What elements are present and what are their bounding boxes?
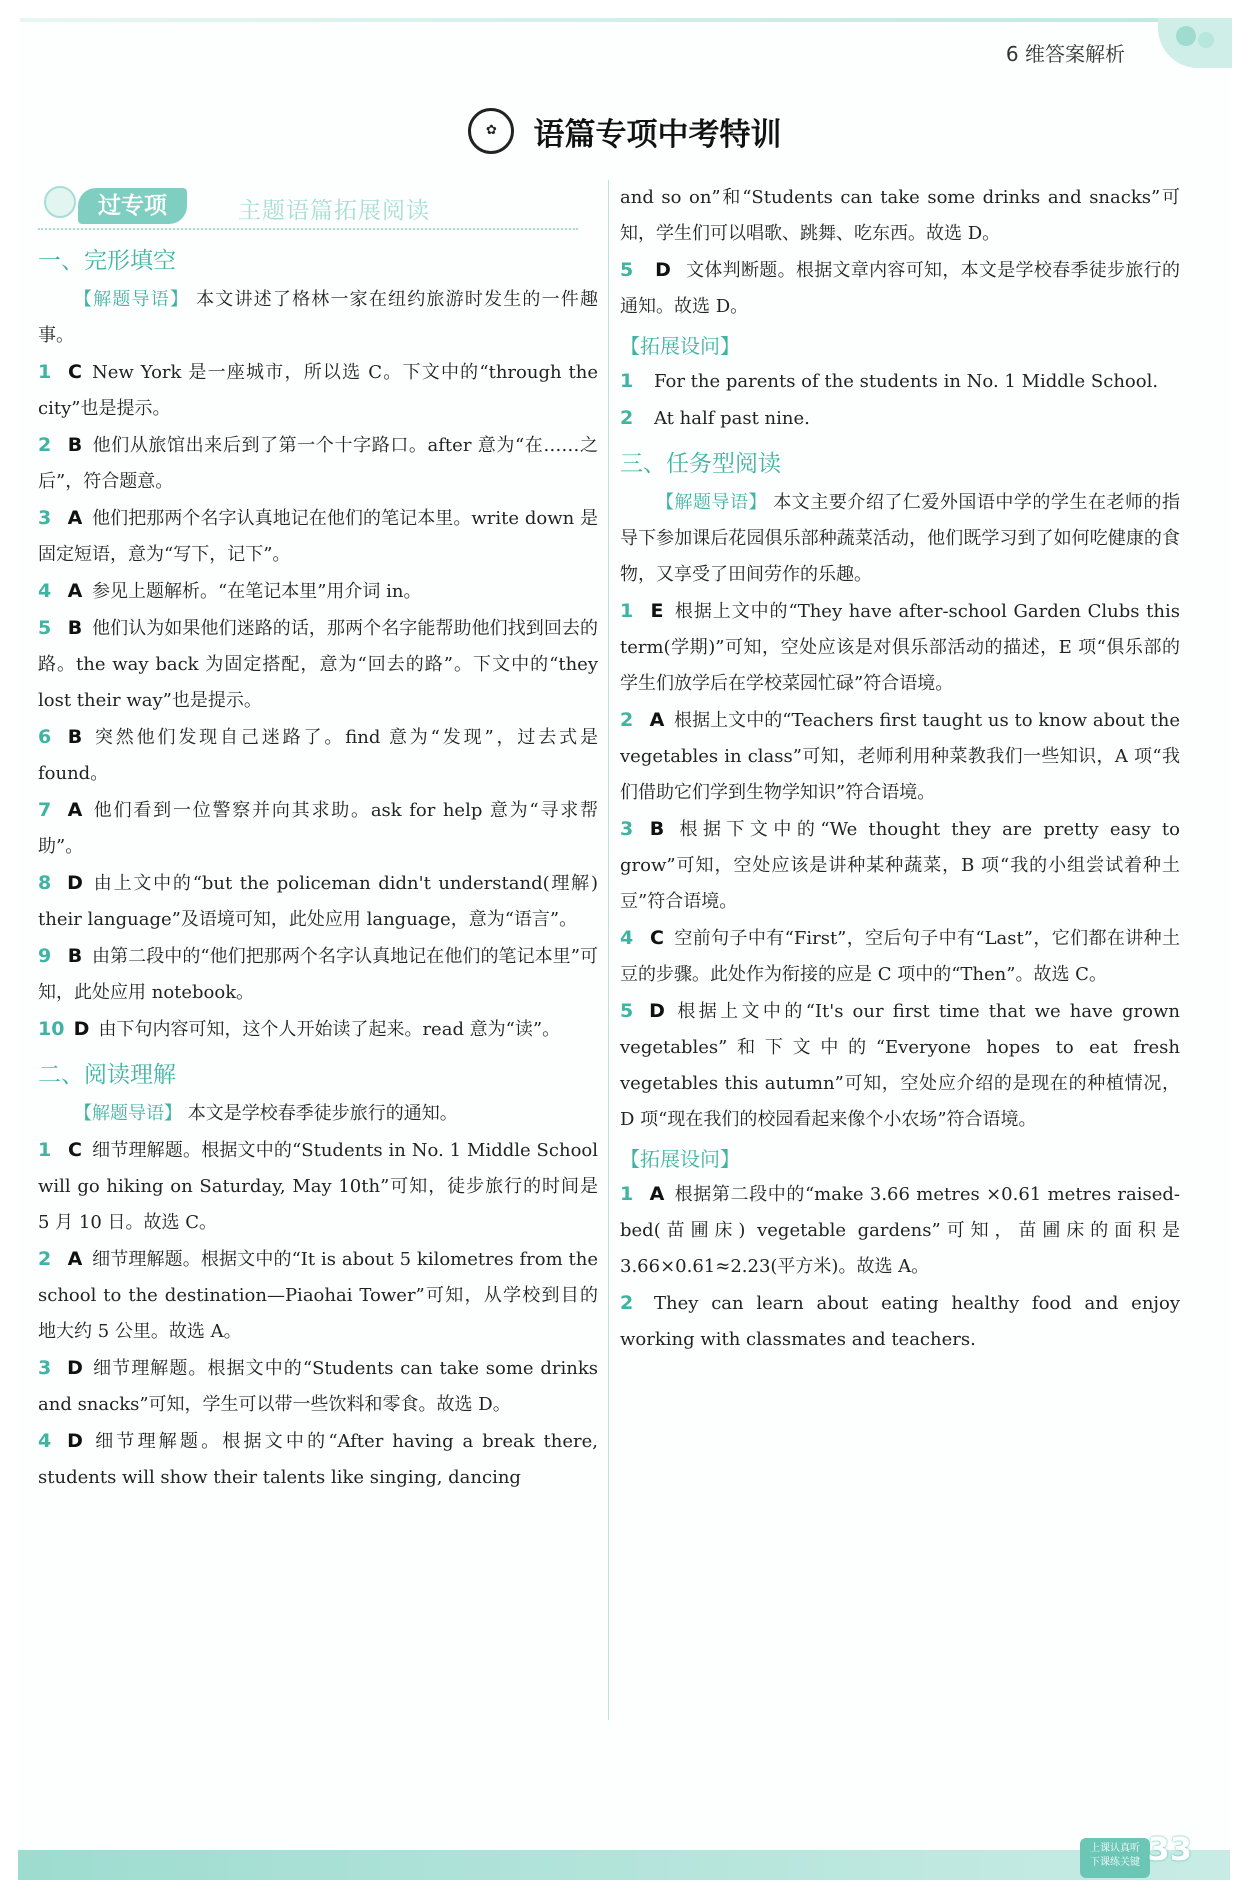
item-number: 3	[38, 507, 52, 529]
guide-text: 本文主要介绍了仁爱外国语中学的学生在老师的指导下参加课后花园俱乐部种蔬菜活动，他们既学习到了如何吃健康的食物，又享受了田间劳作的乐趣。	[620, 492, 1180, 585]
continued-text: and so on”和“Students can take some drinks and snacks”可知，学生们可以唱歌、跳舞、吃东西。故选 D。	[620, 187, 1180, 244]
extension-label: 【拓展设问】	[620, 1147, 740, 1171]
item-answer: D	[73, 1018, 90, 1040]
answer-item	[620, 400, 1180, 437]
item-answer: B	[67, 945, 83, 967]
item-explanation: 空前句子中有“First”，空后句子中有“Last”，它们都在讲种土豆的步骤。此处作为衔接的应是 C 项中的“Then”。故选 C。	[620, 928, 1180, 985]
answer-item	[620, 1176, 1180, 1285]
item-explanation: 参见上题解析。“在笔记本里”用介词 in。	[92, 581, 422, 602]
item-explanation: For the parents of the students in No. 1 Middle School.	[654, 371, 1159, 392]
item-explanation: 细节理解题。根据文中的“It is about 5 kilometres from the school to the destination—Piaohai Tower”可知，从学校到目的地大约 5 公里。故选 A。	[38, 1249, 598, 1342]
answer-item	[38, 354, 598, 427]
header-label: 6 维答案解析	[1005, 42, 1125, 66]
guide-text: 本文讲述了格林一家在纽约旅游时发生的一件趣事。	[38, 289, 598, 346]
answer-item	[38, 427, 598, 500]
footer-badge-line: 下课练关键	[1090, 1857, 1140, 1868]
item-number: 1	[38, 1139, 52, 1161]
item-answer: D	[67, 1430, 83, 1452]
answer-item	[38, 500, 598, 573]
item-number: 8	[38, 872, 52, 894]
guide-label: 【解题导语】	[656, 492, 768, 513]
section-banner	[38, 180, 598, 234]
left-column	[38, 180, 598, 1496]
task-answer-list	[620, 593, 1180, 1138]
answer-item	[38, 1350, 598, 1423]
answer-item	[620, 920, 1180, 993]
item-answer: D	[655, 259, 671, 281]
item-answer: C	[68, 1139, 82, 1161]
answer-item	[620, 993, 1180, 1138]
answer-item	[38, 865, 598, 938]
item-answer: E	[650, 600, 664, 622]
banner-subtitle: 主题语篇拓展阅读	[238, 198, 430, 224]
answer-item	[38, 1011, 598, 1048]
answer-item	[38, 610, 598, 719]
right-column	[620, 180, 1180, 1358]
item-number: 5	[620, 1000, 634, 1022]
item-number: 2	[620, 709, 634, 731]
guide-text: 本文是学校春季徒步旅行的通知。	[187, 1103, 458, 1124]
answer-item	[38, 573, 598, 610]
item-number: 1	[38, 361, 52, 383]
answer-item	[620, 593, 1180, 702]
item-number: 2	[620, 1292, 634, 1314]
page-number: 33	[1147, 1830, 1192, 1868]
item-answer: D	[67, 1357, 83, 1379]
item-explanation: 由上文中的“but the policeman didn't understand(理解) their language”及语境可知，此处应用 language，意为“语言”。	[38, 873, 598, 930]
item-answer: A	[67, 1248, 83, 1270]
extension-answer-list	[620, 1176, 1180, 1358]
item-explanation: 细节理解题。根据文中的“Students can take some drinks and snacks”可知，学生可以带一些饮料和零食。故选 D。	[38, 1358, 598, 1415]
item-explanation: 突然他们发现自己迷路了。find 意为“发现”，过去式是 found。	[38, 727, 598, 784]
answer-item	[620, 702, 1180, 811]
page-title: 语篇专项中考特训	[533, 116, 782, 153]
item-number: 4	[38, 580, 52, 602]
item-answer: A	[67, 507, 83, 529]
item-explanation: 根据下文中的“We thought they are pretty easy to grow”可知，空处应该是讲种某种蔬菜，B 项“我的小组尝试着种土豆”符合语境。	[620, 819, 1180, 912]
item-number: 5	[620, 259, 634, 281]
item-answer: A	[67, 580, 83, 602]
item-number: 2	[38, 434, 52, 456]
item-number: 1	[620, 370, 634, 392]
item-answer: B	[67, 617, 83, 639]
banner-tag: 过专项	[78, 188, 187, 224]
section-heading-reading: 二、阅读理解	[38, 1062, 176, 1088]
item-answer: A	[649, 1183, 665, 1205]
answer-item	[620, 811, 1180, 920]
footer-badge-line: 上课认真听	[1090, 1843, 1140, 1854]
guide-label: 【解题导语】	[74, 289, 190, 310]
flower-badge-icon: ✿	[468, 108, 514, 154]
item-explanation: 他们认为如果他们迷路的话，那两个名字能帮助他们找到回去的路。the way back 为固定搭配，意为“回去的路”。下文中的“they lost their way”也是提示。	[38, 618, 598, 711]
footer-badge	[1080, 1838, 1150, 1878]
item-answer: A	[649, 709, 665, 731]
item-number: 7	[38, 799, 52, 821]
item-number: 3	[38, 1357, 52, 1379]
item-number: 4	[38, 1430, 52, 1452]
item-explanation: 他们看到一位警察并向其求助。ask for help 意为“寻求帮助”。	[38, 800, 598, 857]
item-number: 10	[38, 1018, 65, 1040]
answer-item	[620, 363, 1180, 400]
item-explanation: 根据上文中的“Teachers first taught us to know about the vegetables in class”可知，老师利用种菜教我们一些知识，A 项“我们借助它们学到生物学知识”符合语境。	[620, 710, 1180, 803]
item-number: 2	[620, 407, 634, 429]
item-answer: C	[68, 361, 82, 383]
item-number: 3	[620, 818, 634, 840]
top-strip	[20, 18, 1170, 22]
item-number: 4	[620, 927, 634, 949]
item-answer: B	[649, 818, 665, 840]
answer-item	[38, 792, 598, 865]
cloze-answer-list	[38, 354, 598, 1048]
item-answer: B	[67, 726, 83, 748]
item-number: 1	[620, 1183, 634, 1205]
item-answer: A	[67, 799, 83, 821]
item-explanation: 细节理解题。根据文中的“Students in No. 1 Middle School will go hiking on Saturday, May 10th”可知，徒步旅行的时间是 5 月 10 日。故选 C。	[38, 1140, 598, 1233]
item-explanation: New York 是一座城市，所以选 C。下文中的“through the city”也是提示。	[38, 362, 598, 419]
column-divider	[608, 180, 609, 1720]
item-number: 9	[38, 945, 52, 967]
title-block	[0, 108, 1250, 154]
answer-item	[620, 252, 1180, 325]
item-explanation: They can learn about eating healthy food and enjoy working with classmates and teachers.	[620, 1293, 1180, 1350]
item-explanation: 他们把那两个名字认真地记在他们的笔记本里。write down 是固定短语，意为“写下，记下”。	[38, 508, 598, 565]
item-explanation: 他们从旅馆出来后到了第一个十字路口。after 意为“在……之后”，符合题意。	[38, 435, 598, 492]
answer-item	[38, 719, 598, 792]
item-explanation: At half past nine.	[654, 408, 810, 429]
item-number: 1	[620, 600, 634, 622]
item-number: 6	[38, 726, 52, 748]
section-heading-task-reading: 三、任务型阅读	[620, 451, 781, 477]
answer-item	[38, 938, 598, 1011]
item-answer: D	[67, 872, 83, 894]
item-explanation: 根据第二段中的“make 3.66 metres ×0.61 metres raised-bed(苗圃床) vegetable gardens”可知，苗圃床的面积是 3.66×0.61≈2.23(平方米)。故选 A。	[620, 1184, 1180, 1277]
banner-divider	[38, 228, 578, 232]
item-answer: D	[649, 1000, 665, 1022]
item-explanation: 文体判断题。根据文章内容可知，本文是学校春季徒步旅行的通知。故选 D。	[620, 260, 1180, 317]
section-heading-cloze: 一、完形填空	[38, 248, 176, 274]
item-explanation: 根据上文中的“It's our first time that we have grown vegetables”和下文中的“Everyone hopes to eat fresh vegetables this autumn”可知，空处应介绍的是现在的种植情况，D 项“现在我们的校园看起来像个小农场”符合语境。	[620, 1001, 1180, 1130]
answer-item	[38, 1241, 598, 1350]
item-explanation: 根据上文中的“They have after-school Garden Clubs this term(学期)”可知，空处应该是对俱乐部活动的描述，E 项“俱乐部的学生们放学后在学校菜园忙碌”符合语境。	[620, 601, 1180, 694]
item-answer: B	[67, 434, 83, 456]
footer-band	[18, 1850, 1230, 1880]
item-answer: C	[650, 927, 664, 949]
answer-item	[38, 1132, 598, 1241]
answer-item	[38, 1423, 598, 1496]
item-number: 5	[38, 617, 52, 639]
item-explanation: 由下句内容可知，这个人开始读了起来。read 意为“读”。	[98, 1019, 561, 1040]
guide-paragraph	[38, 282, 598, 354]
answer-item	[620, 1285, 1180, 1358]
guide-paragraph	[620, 485, 1180, 593]
item-number: 2	[38, 1248, 52, 1270]
guide-label: 【解题导语】	[74, 1103, 182, 1124]
guide-paragraph	[38, 1096, 598, 1132]
reading-answer-list	[38, 1132, 598, 1496]
extension-label: 【拓展设问】	[620, 334, 740, 358]
item-explanation: 细节理解题。根据文中的“After having a break there, students will show their talents like singing, dancing	[38, 1431, 598, 1488]
flower-icon	[44, 186, 76, 218]
extension-answer-list	[620, 363, 1180, 437]
item-explanation: 由第二段中的“他们把那两个名字认真地记在他们的笔记本里”可知，此处应用 notebook。	[38, 946, 598, 1003]
